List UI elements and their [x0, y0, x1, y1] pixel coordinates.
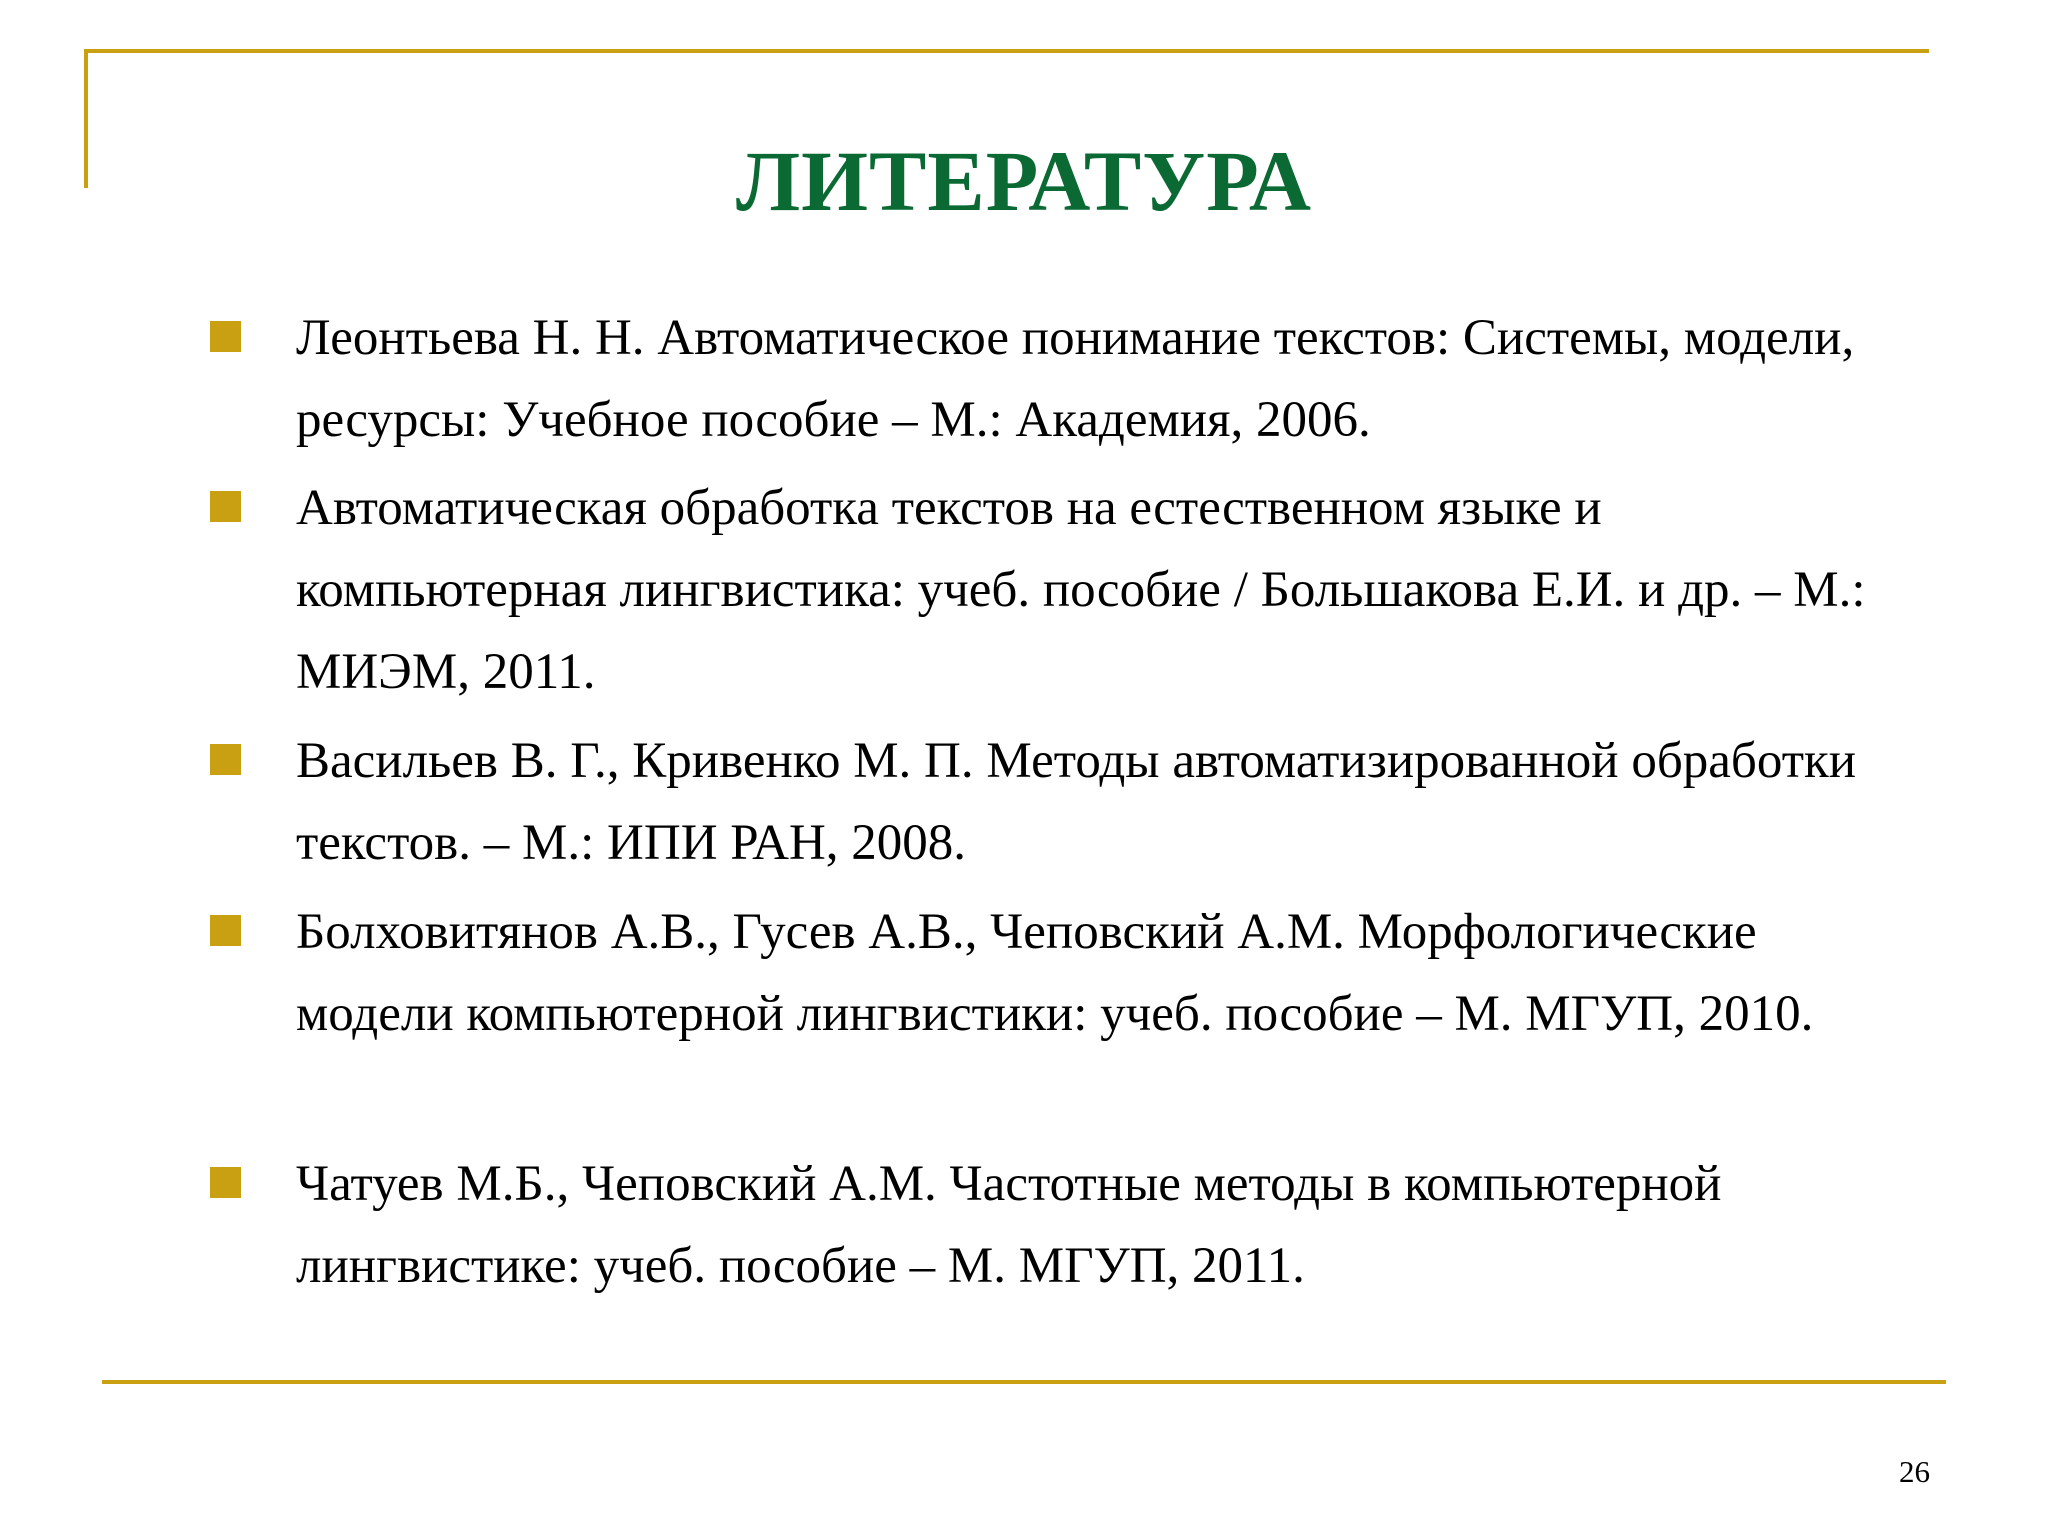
square-bullet-icon	[210, 321, 241, 352]
page-number: 26	[1899, 1454, 1930, 1489]
square-bullet-icon	[210, 744, 241, 775]
square-bullet-icon	[210, 915, 241, 946]
square-bullet-icon	[210, 491, 241, 522]
reference-text: Васильев В. Г., Кривенко М. П. Методы автоматизированной обработки текстов. – М.: ИПИ РАН, 2008.	[296, 733, 1857, 871]
reference-text: Болховитянов А.В., Гусев А.В., Чеповский А.М. Морфологические модели компьютерной лингвистики: учеб. пособие – М. МГУП, 2010.	[296, 904, 1814, 1042]
square-bullet-icon	[210, 1167, 241, 1198]
reference-text: Чатуев М.Б., Чеповский А.М. Частотные методы в компьютерной лингвистике: учеб. пособие – М. МГУП, 2011.	[296, 1156, 1722, 1294]
reference-text: Леонтьева Н. Н. Автоматическое понимание текстов: Системы, модели, ресурсы: Учебное пособие – М.: Академия, 2006.	[296, 310, 1855, 448]
slide-title: ЛИТЕРАТУРА	[736, 133, 1312, 229]
reference-text: Автоматическая обработка текстов на естественном языке и компьютерная лингвистика: учеб. пособие / Большакова Е.И. и др. – М.: МИЭМ, 2011.	[296, 480, 1866, 700]
bottom-rule	[102, 1380, 1946, 1384]
